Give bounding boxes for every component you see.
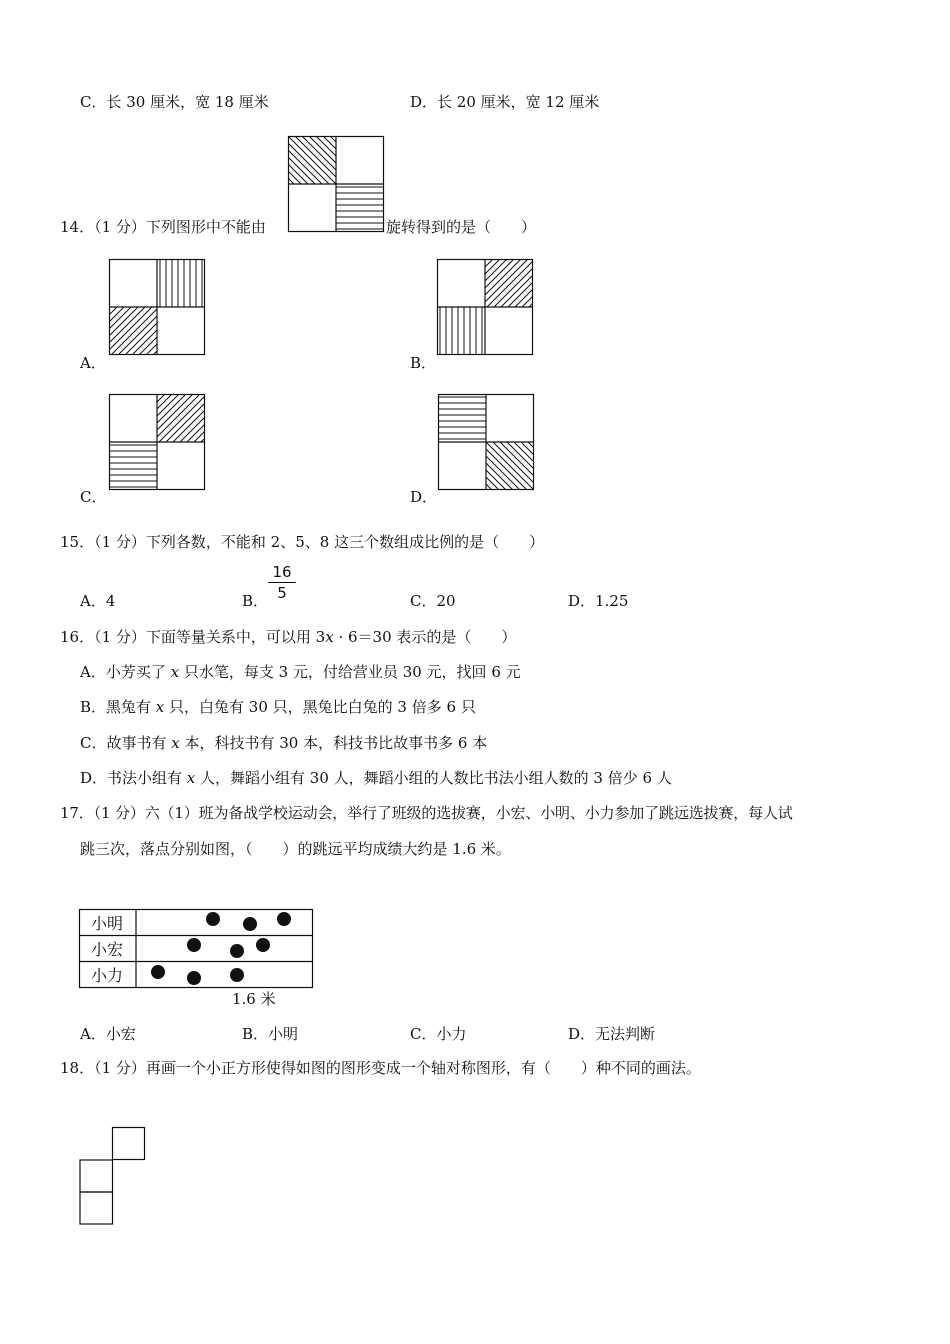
- q15-option-b[interactable]: B．: [242, 592, 269, 610]
- fraction-bar: [268, 582, 296, 583]
- row-label-xiaohong: 小宏: [90, 940, 124, 959]
- q14-option-b-figure[interactable]: [437, 259, 533, 355]
- q17-option-a[interactable]: A．小宏: [80, 1025, 136, 1043]
- jump-dot: [230, 968, 244, 982]
- jump-dot: [243, 917, 257, 931]
- jump-dot: [256, 938, 270, 952]
- jump-dot: [151, 965, 165, 979]
- jump-dot: [277, 912, 291, 926]
- q14-option-d-figure[interactable]: [438, 394, 534, 490]
- q16-option-b[interactable]: B．黑兔有 x 只，白兔有 30 只，黑兔比白兔的 3 倍多 6 只: [80, 698, 476, 716]
- q15-option-a[interactable]: A．4: [80, 592, 116, 610]
- q14-option-a-label[interactable]: A．: [80, 354, 106, 372]
- q14-option-a-figure[interactable]: [109, 259, 205, 355]
- q15-fraction: [268, 563, 296, 602]
- q18-square-figure: [79, 1127, 149, 1227]
- row-label-xiaoming: 小明: [90, 914, 124, 933]
- jump-dot: [187, 971, 201, 985]
- jump-dot: [230, 944, 244, 958]
- q15-option-c[interactable]: C．20: [410, 592, 456, 610]
- q14-option-c-figure[interactable]: [109, 394, 205, 490]
- q17-option-b[interactable]: B．小明: [242, 1025, 299, 1043]
- q14-option-b-label[interactable]: B．: [410, 354, 437, 372]
- q14-option-c-label[interactable]: C．: [80, 488, 107, 506]
- q17-stem-line1: 17．（1 分）六（1）班为备战学校运动会，举行了班级的选拔赛，小宏、小明、小力参加了跳远选拔赛，每人试: [60, 804, 793, 822]
- fraction-denominator: 5: [277, 584, 287, 602]
- q14-stem-prefix: 14．（1 分）下列图形中不能由: [60, 218, 266, 236]
- q17-axis-label: 1.6 米: [232, 990, 276, 1008]
- square-middle: [80, 1160, 113, 1192]
- row-label-xiaoli: 小力: [90, 966, 124, 985]
- q16-option-d[interactable]: D．书法小组有 x 人，舞蹈小组有 30 人，舞蹈小组的人数比书法小组人数的 3 倍少 6 人: [80, 769, 672, 787]
- q14-option-d-label[interactable]: D．: [410, 488, 438, 506]
- q15-stem: 15．（1 分）下列各数，不能和 2、5、8 这三个数组成比例的是（ ）: [60, 533, 545, 551]
- square-bottom: [80, 1192, 113, 1224]
- ref-hline-quadrant: [336, 184, 383, 231]
- q17-option-d[interactable]: D．无法判断: [568, 1025, 656, 1043]
- jump-dot: [206, 912, 220, 926]
- q16-stem: 16．（1 分）下面等量关系中，可以用 3x · 6＝30 表示的是（ ）: [60, 628, 517, 646]
- q16-option-c[interactable]: C．故事书有 x 本，科技书有 30 本，科技书比故事书多 6 本: [80, 734, 488, 752]
- q16-option-a[interactable]: A．小芳买了 x 只水笔，每支 3 元，付给营业员 30 元，找回 6 元: [80, 663, 521, 681]
- q15-option-d[interactable]: D．1.25: [568, 592, 629, 610]
- square-top-right: [113, 1128, 145, 1160]
- q14-reference-figure: [288, 136, 384, 232]
- q14-stem-suffix: 旋转得到的是（ ）: [386, 218, 537, 236]
- q13-option-c: C．长 30 厘米，宽 18 厘米: [80, 93, 269, 111]
- jump-dot: [187, 938, 201, 952]
- q18-stem: 18．（1 分）再画一个小正方形使得如图的图形变成一个轴对称图形，有（ ）种不同的画法。: [60, 1059, 701, 1077]
- q13-option-d: D．长 20 厘米，宽 12 厘米: [410, 93, 600, 111]
- fraction-numerator: 16: [272, 563, 292, 581]
- q17-stem-line2: 跳三次，落点分别如图，（ ）的跳远平均成绩大约是 1.6 米。: [80, 840, 511, 858]
- q17-jump-chart: [79, 909, 315, 989]
- q17-option-c[interactable]: C．小力: [410, 1025, 467, 1043]
- ref-diag-quadrant: [289, 137, 336, 184]
